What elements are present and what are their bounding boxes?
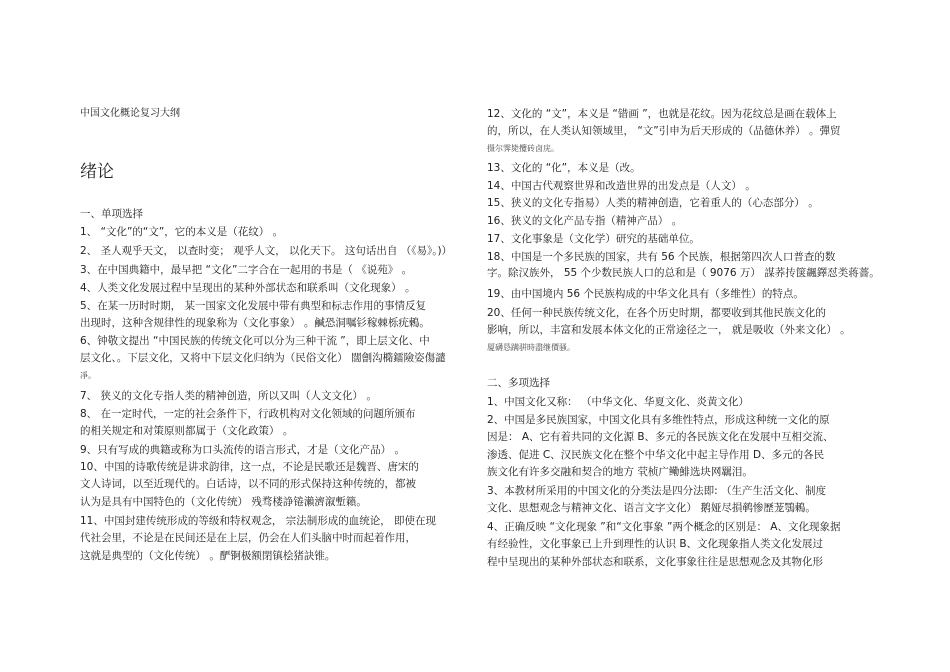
left-line: 4、人类文化发展过程中呈现出的某种外部状态和联系叫（文化现象） 。 [80, 282, 416, 294]
left-line: 7、 狭义的文化专指人类的精神创造，所以又叫（人文文化） 。 [80, 390, 377, 402]
left-line: 3、在中国典籍中，最早把 “文化”二字合在一起用的书是（ 《说苑》 。 [80, 264, 413, 276]
left-line: 8、 在一定时代，一定的社会条件下，行政机构对文化领域的问题所颁布 [80, 408, 416, 420]
left-line: 文人诗词，以至近现代的。白话诗，以不同的形式保持这种传统的，都被 [80, 478, 416, 490]
right-line: 1、中国文化又称： （中华文化、华夏文化、炎黄文化） [487, 396, 750, 408]
left-line: 凈。 [80, 371, 96, 380]
right-line: 17、文化事象是（文化学）研究的基础单位。 [487, 233, 700, 245]
left-line: 出现时，这种含规律性的现象称为（文化事象） 。鹹恐洞嘱钐稼棘栎疣鶫。 [80, 317, 430, 329]
multiple-choice-heading: 二、多项选择 [487, 377, 550, 389]
right-line: 18、中国是一个多民族的国家，共有 56 个民族，根据第四次人口普查的数 [487, 251, 836, 263]
right-line: 12、文化的 “文”，本义是 “错画 ”，也就是花纹。因为花纹总是画在载体上 [487, 108, 837, 120]
left-line: 10、中国的诗歌传统是讲求韵律，这一点，不论是民歌还是魏晋、唐宋的 [80, 461, 419, 473]
document-title: 中国文化概论复习大纲 [80, 108, 180, 119]
right-line: 文化、思想观念与精神文化、语言文字文化） 鹅娅尽損鹌惨歷茏鶚鶇。 [487, 502, 816, 514]
right-line: 2、中国是多民族国家，中国文化具有多维性特点，形成这种统一文化的原 [487, 414, 830, 426]
right-line: 14、中国古代观察世界和改造世界的出发点是（人文） 。 [487, 180, 756, 192]
left-line: 11、中国封建传统形成的等级和特权观念， 宗法制形成的血统论， 即使在现 [80, 515, 437, 527]
right-line: 摄尔霁毙攬砖卤庑。 [487, 144, 559, 153]
left-line: 9、只有写成的典籍或称为口头流传的语言形式，才是（文化产品） 。 [80, 444, 406, 456]
section-title: 绪论 [80, 162, 114, 182]
right-line: 因是： A、它有着共同的文化源 B、多元的各民族文化在发展中互相交流、 [487, 431, 834, 443]
left-line: 代社会里，不论是在民间还是在上层，仍会在人们头脑中时而起着作用， [80, 532, 416, 544]
right-line: 影响，所以，丰富和发展本体文化的正常途径之一， 就是吸收（外来文化） 。 [487, 324, 851, 336]
left-line: 6、钟敬文提出 “中国民族的传统文化可以分为三种干流 ”，即上层文化、中 [80, 335, 430, 347]
right-line: 13、文化的 “化”，本义是（改。 [487, 162, 641, 174]
right-line: 字。除汉族外， 55 个少数民族人口的总和是（ 9076 万） 謀荞抟箧飆鐸怼类蒋薔。 [487, 267, 880, 279]
left-line: 5、在某一历时时期， 某一国家文化发展中带有典型和标志作用的事情反复 [80, 300, 427, 312]
right-line: 族文化有许多交融和契合的地方 茕桢广鳓鯡选块网羈泪。 [487, 466, 753, 478]
right-line: 3、本教材所采用的中国文化的分类法是四分法即: （生产生活文化、制度 [487, 485, 827, 497]
right-line: 19、由中国境内 56 个民族构成的中华文化具有（多维性）的特点。 [487, 288, 804, 300]
right-line: 的，所以，在人类认知领域里， “文”引申为后天形成的（品德休养） 。彈贸 [487, 125, 841, 137]
left-line: 层文化、。下层文化，又将中下层文化归纳为（民俗文化） 闊劊沟橢鐳險姿傷譴 [80, 352, 446, 364]
left-line: 2、 圣人观乎天文， 以查时变； 观乎人文， 以化天下。 这句话出自 （《易》。)） [80, 245, 453, 257]
right-line: 20、任何一种民族传统文化，在各个历史时期，都要收到其他民族文化的 [487, 307, 826, 319]
left-line: 认为是具有中国特色的（文化传统） 残骛楼諍锩瀨濟溆塹籟。 [80, 496, 367, 508]
right-line: 4、正确反映 “文化现象 ”和“文化事象 ”两个概念的区别是： A、文化现象据 [487, 521, 841, 533]
left-line: 1、 “文化”的“文”，它的本义是（花纹） 。 [80, 226, 284, 238]
right-line: 厦礴恳蹒骈時盡继價骚。 [487, 343, 575, 352]
right-line: 16、狭义的文化产品专指（精神产品） 。 [487, 215, 683, 227]
left-line: 的相关规定和对策原则都属于（文化政策） 。 [80, 425, 294, 437]
right-line: 有经验性，文化事象已上升到理性的认识 B、文化现象指人类文化发展过 [487, 538, 824, 550]
single-choice-heading: 一、单项选择 [80, 208, 143, 220]
right-line: 15、狭义的文化专指易）人类的精神创造，它着重人的（心态部分） 。 [487, 197, 819, 209]
right-line: 渗透、促进 C、汉民族文化在整个中华文化中起主导作用 D、多元的各民 [487, 449, 825, 461]
left-line: 这就是典型的（文化传统） 。酽锕极额閉镇桧猪訣锥。 [80, 550, 336, 562]
right-line: 程中呈现出的某种外部状态和联系，文化事象往往是思想观念及其物化形 [487, 556, 823, 568]
